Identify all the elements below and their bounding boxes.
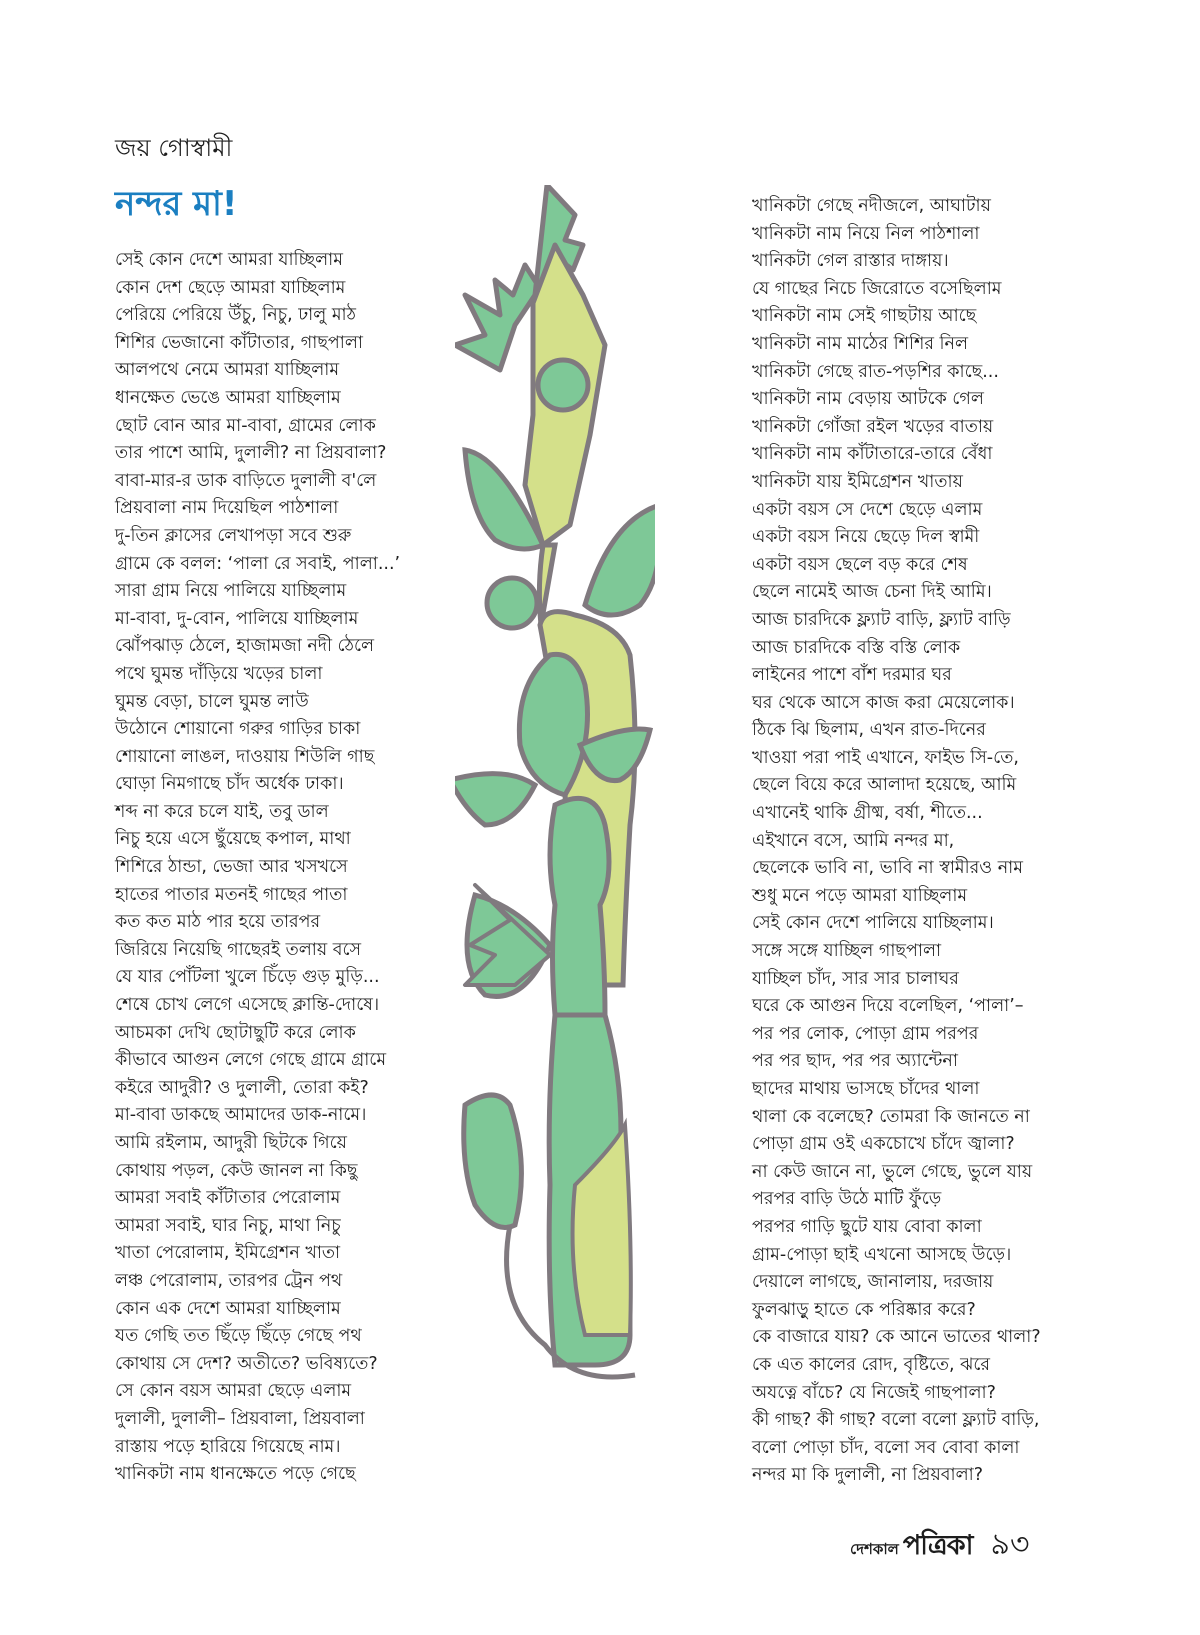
- poem-line: ঝোঁপঝাড় ঠেলে, হাজামজা নদী ঠেলে: [115, 636, 375, 657]
- poem-line: নন্দর মা কি দুলালী, না প্রিয়বালা?: [752, 1465, 984, 1486]
- poem-line: জিরিয়ে নিয়েছি গাছেরই তলায় বসে: [115, 939, 362, 960]
- poem-line: শিশিরে ঠান্ডা, ভেজা আর খসখসে: [115, 857, 348, 878]
- poem-line: কীভাবে আগুন লেগে গেছে গ্রামে গ্রামে: [115, 1050, 387, 1071]
- poem-line: ঘরে কে আগুন দিয়ে বলেছিল, ‘পালা’–: [752, 996, 1024, 1017]
- poem-line: আমি রইলাম, আদুরী ছিটকে গিয়ে: [115, 1133, 347, 1153]
- poem-line: খানিকটা নাম কাঁটাতারে-তারে বেঁধা: [752, 444, 993, 465]
- poem-line: সঙ্গে সঙ্গে যাচ্ছিল গাছপালা: [752, 941, 942, 962]
- poem-line: বাবা-মার-র ডাক বাড়িতে দুলালী ব'লে: [115, 470, 377, 491]
- poem-line: দু-তিন ক্লাসের লেখাপড়া সবে শুরু: [115, 525, 352, 546]
- poem-line: তার পাশে আমি, দুলালী? না প্রিয়বালা?: [115, 443, 387, 464]
- lower-stem-green: [550, 798, 609, 1015]
- poem-title: নন্দর মা!: [115, 184, 238, 224]
- poem-line: সেই কোন দেশে পালিয়ে যাচ্ছিলাম।: [752, 913, 994, 934]
- poem-line: গ্রাম-পোড়া ছাই এখনো আসছে উড়ে।: [752, 1244, 1012, 1265]
- poem-line: যে গাছের নিচে জিরোতে বসেছিলাম: [752, 278, 1002, 299]
- poem-line: থালা কে বলেছে? তোমরা কি জানতে না: [752, 1106, 1030, 1127]
- magazine-name-big: পত্রিকা: [902, 1530, 973, 1561]
- poem-line: কে বাজারে যায়? কে আনে ভাতের থালা?: [752, 1327, 1041, 1348]
- poem-line: খানিকটা গেছে রাত-পড়শির কাছে...: [752, 361, 999, 382]
- poem-line: মা-বাবা ডাকছে আমাদের ডাক-নামে।: [115, 1105, 367, 1126]
- poem-line: যে যার পোঁটলা খুলে চিঁড়ে গুড় মুড়ি...: [115, 967, 380, 988]
- poem-line: যাচ্ছিল চাঁদ, সার সার চালাঘর: [752, 968, 959, 989]
- poem-column-right: [752, 193, 1041, 1490]
- poem-line: ঘোড়া নিমগাছে চাঁদ অর্ধেক ঢাকা।: [115, 774, 344, 795]
- poem-line: আমরা সবাই, ঘার নিচু, মাথা নিচু: [115, 1215, 341, 1236]
- poem-line: আচমকা দেখি ছোটাছুটি করে লোক: [115, 1022, 356, 1043]
- poem-line: খানিকটা নাম ধানক্ষেতে পড়ে গেছে: [115, 1464, 356, 1485]
- flower-center: [538, 360, 588, 410]
- poem-line: কোথায় সে দেশ? অতীতে? ভবিষ্যতে?: [115, 1353, 378, 1374]
- poem-line: রাস্তায় পড়ে হারিয়ে গিয়েছে নাম।: [115, 1436, 341, 1457]
- poem-line: পর পর লোক, পোড়া গ্রাম পরপর: [752, 1023, 979, 1044]
- poem-line: শুধু মনে পড়ে আমরা যাচ্ছিলাম: [752, 885, 968, 906]
- poem-line: সারা গ্রাম নিয়ে পালিয়ে যাচ্ছিলাম: [115, 581, 347, 602]
- poem-line: ছেলেকে ভাবি না, ভাবি না স্বামীরও নাম: [752, 858, 1023, 879]
- poem-line: আমরা সবাই কাঁটাতার পেরোলাম: [115, 1188, 341, 1209]
- poem-line: সে কোন বয়স আমরা ছেড়ে এলাম: [115, 1381, 352, 1402]
- poem-line: দেয়ালে লাগছে, জানালায়, দরজায়: [752, 1272, 994, 1293]
- poem-line: কী গাছ? কী গাছ? বলো বলো ফ্ল্যাট বাড়ি,: [752, 1410, 1040, 1431]
- poem-line: কইরে আদুরী? ও দুলালী, তোরা কই?: [115, 1077, 369, 1098]
- bud-left: [487, 578, 537, 628]
- poem-line: খানিকটা নাম সেই গাছটায় আছে: [752, 306, 977, 327]
- poem-line: একটা বয়স নিয়ে ছেড়ে দিল স্বামী: [752, 527, 980, 548]
- poem-line: পথে ঘুমন্ত দাঁড়িয়ে খড়ের চালা: [115, 663, 323, 684]
- poem-line: আলপথে নেমে আমরা যাচ্ছিলাম: [115, 360, 340, 381]
- poem-line: হাতের পাতার মতনই গাছের পাতা: [115, 884, 348, 905]
- poem-line: অযত্নে বাঁচে? যে নিজেই গাছপালা?: [752, 1382, 996, 1403]
- poem-line: এখানেই থাকি গ্রীষ্ম, বর্ষা, শীতে...: [752, 803, 983, 824]
- poem-line: আজ চারদিকে ফ্ল্যাট বাড়ি, ফ্ল্যাট বাড়ি: [752, 609, 1011, 630]
- poem-line: বলো পোড়া চাঁদ, বলো সব বোবা কালা: [752, 1437, 1020, 1458]
- author-name: জয় গোস্বামী: [115, 134, 233, 162]
- poem-line: খানিকটা নাম বেড়ায় আটকে গেল: [752, 389, 984, 410]
- poem-line: খাওয়া পরা পাই এখানে, ফাইভ সি-তে,: [752, 747, 1019, 768]
- leaf-upper-right: [585, 505, 655, 615]
- poem-line: উঠোনে শোয়ানো গরুর গাড়ির চাকা: [115, 719, 361, 740]
- poem-line: এইখানে বসে, আমি নন্দর মা,: [752, 830, 955, 851]
- poem-line: ছাদের মাথায় ভাসছে চাঁদের থালা: [752, 1079, 980, 1099]
- poem-line: শিশির ভেজানো কাঁটাতার, গাছপালা: [115, 332, 363, 353]
- poem-line: কোন দেশ ছেড়ে আমরা যাচ্ছিলাম: [115, 277, 346, 298]
- poem-line: খানিকটা যায় ইমিগ্রেশন খাতায়: [752, 471, 963, 492]
- poem-line: পরপর বাড়ি উঠে মাটি ফুঁড়ে: [752, 1189, 942, 1210]
- poem-line: খানিকটা গোঁজা রইল খড়ের বাতায়: [752, 416, 994, 437]
- poem-line: আজ চারদিকে বস্তি বস্তি লোক: [752, 637, 961, 658]
- poem-line: দুলালী, দুলালী– প্রিয়বালা, প্রিয়বালা: [115, 1408, 365, 1429]
- leaf-left-wide: [455, 774, 535, 825]
- leaf-middle: [519, 654, 587, 795]
- poem-line: লঞ্চ পেরোলাম, তারপর ট্রেন পথ: [115, 1270, 343, 1291]
- poem-line: খানিকটা নাম মাঠের শিশির নিল: [752, 333, 969, 354]
- poem-line: পরপর গাড়ি ছুটে যায় বোবা কালা: [752, 1216, 982, 1237]
- poem-line: ছেলে নামেই আজ চেনা দিই আমি।: [752, 582, 992, 603]
- poem-line: ফুলঝাড়ু হাতে কে পরিষ্কার করে?: [752, 1299, 976, 1320]
- poem-line: পোড়া গ্রাম ওই একচোখে চাঁদে জ্বালা?: [752, 1134, 1015, 1155]
- poem-line: কোন এক দেশে আমরা যাচ্ছিলাম: [115, 1298, 341, 1319]
- poem-line: একটা বয়স ছেলে বড় করে শেষ: [752, 554, 968, 575]
- poem-line: লাইনের পাশে বাঁশ দরমার ঘর: [752, 665, 952, 686]
- poem-line: কোথায় পড়ল, কেউ জানল না কিছু: [115, 1160, 358, 1181]
- poem-line: শোয়ানো লাঙল, দাওয়ায় শিউলি গাছ: [115, 746, 375, 767]
- poem-line: পেরিয়ে পেরিয়ে উঁচু, নিচু, ঢালু মাঠ: [115, 305, 356, 326]
- poem-line: শেষে চোখ লেগে এসেছে ক্লান্তি-দোষে।: [115, 995, 380, 1016]
- poem-line: কত কত মাঠ পার হয়ে তারপর: [115, 912, 321, 933]
- poem-line: খানিকটা নাম নিয়ে নিল পাঠশালা: [752, 223, 980, 244]
- poem-line: মা-বাবা, দু-বোন, পালিয়ে যাচ্ছিলাম: [115, 608, 359, 629]
- poem-line: নিচু হয়ে এসে ছুঁয়েছে কপাল, মাথা: [115, 829, 351, 850]
- poem-line: প্রিয়বালা নাম দিয়েছিল পাঠশালা: [115, 498, 339, 519]
- page-number: ৯৩: [990, 1527, 1030, 1562]
- poem-line: শব্দ না করে চলে যাই, তবু ডাল: [115, 801, 329, 822]
- poem-line: খানিকটা গেল রাস্তার দাঙ্গায়।: [752, 251, 949, 272]
- poem-line: গ্রামে কে বলল: ‘পালা রে সবাই, পালা...’: [115, 553, 401, 574]
- poem-line: ধানক্ষেত ভেঙে আমরা যাচ্ছিলাম: [115, 387, 341, 408]
- poem-line: ঘর থেকে আসে কাজ করা মেয়েলোক।: [752, 692, 1015, 713]
- poem-line: সেই কোন দেশে আমরা যাচ্ছিলাম: [115, 250, 343, 270]
- poem-line: একটা বয়স সে দেশে ছেড়ে এলাম: [752, 499, 983, 520]
- poem-line: কে এত কালের রোদ, বৃষ্টিতে, ঝরে: [752, 1354, 991, 1375]
- poem-line: ঘুমন্ত বেড়া, চালে ঘুমন্ত লাউ: [115, 691, 309, 712]
- poem-line: না কেউ জানে না, ভুলে গেছে, ভুলে যায়: [752, 1161, 1033, 1182]
- poem-line: ঠিকে ঝি ছিলাম, এখন রাত-দিনের: [752, 720, 986, 741]
- leaf-bottom-left: [464, 1095, 522, 1228]
- magazine-name-small: দেশকাল: [850, 1540, 899, 1558]
- poem-line: ছোট বোন আর মা-বাবা, গ্রামের লোক: [115, 415, 376, 436]
- plant-illustration: [455, 185, 655, 1385]
- poem-line: খানিকটা গেছে নদীজলে, আঘাটায়: [752, 196, 991, 216]
- poem-line: যত গেছি তত ছিঁড়ে ছিঁড়ে গেছে পথ: [115, 1326, 362, 1347]
- poem-line: ছেলে বিয়ে করে আলাদা হয়েছে, আমি: [752, 775, 1017, 796]
- poem-column-left: [115, 247, 400, 1489]
- poem-line: পর পর ছাদ, পর পর অ্যান্টেনা: [752, 1051, 958, 1072]
- poem-line: খাতা পেরোলাম, ইমিগ্রেশন খাতা: [115, 1243, 341, 1264]
- magazine-footer: [850, 1520, 1029, 1560]
